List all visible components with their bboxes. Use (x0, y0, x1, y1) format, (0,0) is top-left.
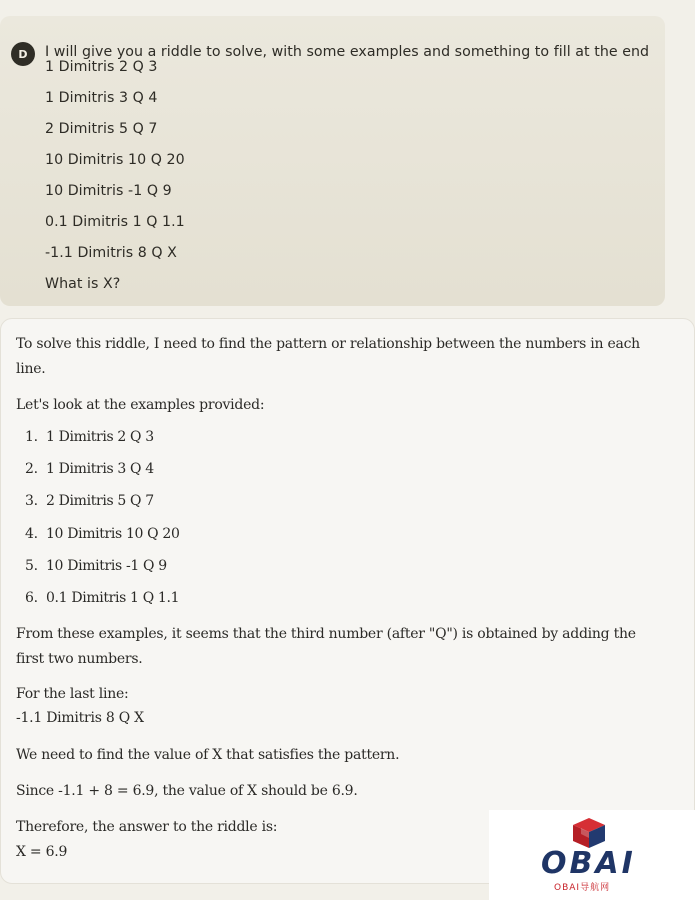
assistant-paragraph: first two numbers. (16, 651, 143, 667)
list-item: 1 Dimitris 2 Q 3 (46, 429, 154, 445)
list-item-number: 3. (25, 493, 38, 509)
list-item-number: 4. (25, 526, 38, 542)
user-message-line: 0.1 Dimitris 1 Q 1.1 (45, 214, 185, 230)
assistant-paragraph: To solve this riddle, I need to find the pattern or relationship between the numbers in each (16, 336, 640, 352)
user-message-line: 10 Dimitris -1 Q 9 (45, 183, 172, 199)
user-message-line: 10 Dimitris 10 Q 20 (45, 152, 185, 168)
list-item: 10 Dimitris 10 Q 20 (46, 526, 180, 542)
user-message-line: 1 Dimitris 3 Q 4 (45, 90, 158, 106)
watermark-subtext: OBAI导航网 (554, 883, 611, 893)
assistant-message (0, 318, 695, 884)
watermark-logo (489, 810, 695, 900)
user-message-text: I will give you a riddle to solve, with some examples and something to fill at the end (45, 44, 650, 60)
user-message (0, 16, 665, 306)
assistant-paragraph: -1.1 Dimitris 8 Q X (16, 710, 144, 726)
assistant-paragraph: Therefore, the answer to the riddle is: (16, 819, 278, 835)
cube-logo-icon (567, 816, 611, 850)
list-item: 10 Dimitris -1 Q 9 (46, 558, 167, 574)
user-message-line: 1 Dimitris 2 Q 3 (45, 59, 158, 75)
assistant-paragraph: We need to find the value of X that satisfies the pattern. (16, 747, 400, 763)
list-item-number: 6. (25, 590, 38, 606)
user-message-line: -1.1 Dimitris 8 Q X (45, 245, 177, 261)
assistant-paragraph: Since -1.1 + 8 = 6.9, the value of X should be 6.9. (16, 783, 358, 799)
assistant-paragraph: From these examples, it seems that the third number (after "Q") is obtained by adding the (16, 626, 636, 642)
list-item-number: 5. (25, 558, 38, 574)
user-message-line: What is X? (45, 276, 121, 292)
list-item-number: 2. (25, 461, 38, 477)
assistant-paragraph: Let's look at the examples provided: (16, 397, 265, 413)
user-avatar[interactable]: D (11, 42, 35, 66)
list-item: 0.1 Dimitris 1 Q 1.1 (46, 590, 180, 606)
user-message-line: 2 Dimitris 5 Q 7 (45, 121, 158, 137)
assistant-paragraph: line. (16, 361, 46, 377)
list-item-number: 1. (25, 429, 38, 445)
watermark-logo-text: OBAI (541, 846, 636, 881)
assistant-answer: X = 6.9 (16, 844, 68, 860)
list-item: 2 Dimitris 5 Q 7 (46, 493, 154, 509)
assistant-paragraph: For the last line: (16, 686, 129, 702)
list-item: 1 Dimitris 3 Q 4 (46, 461, 154, 477)
